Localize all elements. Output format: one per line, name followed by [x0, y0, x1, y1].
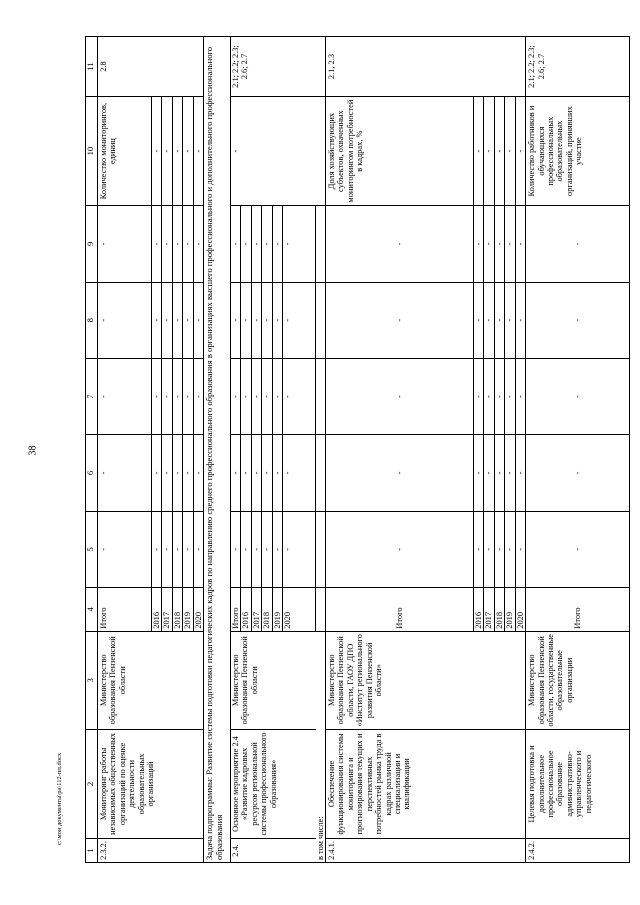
cell-value: -	[272, 511, 282, 587]
cell-value: -	[515, 282, 525, 358]
cell-value: -	[262, 435, 272, 511]
year: 2020	[515, 588, 525, 632]
cell-value: -	[172, 511, 182, 587]
cell-value: -	[474, 97, 484, 206]
cell-value: -	[262, 282, 272, 358]
cell-value: -	[183, 511, 193, 587]
cell-value: -	[183, 206, 193, 282]
cell-value: -	[193, 358, 203, 434]
cell-value: -	[172, 358, 182, 434]
cell-value: -	[283, 206, 316, 282]
cell-value: -	[231, 282, 241, 358]
cell-value: -	[241, 282, 251, 358]
cell-empty	[251, 97, 261, 206]
table-row	[326, 37, 474, 863]
cell-value: -	[272, 435, 282, 511]
cell-value: -	[505, 206, 515, 282]
reference: 2.1, 2.3	[326, 37, 526, 97]
reference: 2.1; 2.2; 2.3; 2.6; 2.7	[231, 37, 326, 97]
col-header: 4	[86, 588, 98, 632]
row-number: 2.4.2.	[526, 839, 630, 863]
cell-value: -	[283, 511, 316, 587]
cell-value: -	[162, 206, 172, 282]
cell-value: -	[505, 511, 515, 587]
cell-value: -	[484, 282, 494, 358]
cell-value: -	[283, 282, 316, 358]
cell-empty	[272, 97, 282, 206]
cell-value: -	[231, 358, 241, 434]
cell-value: -	[526, 358, 630, 434]
cell-value: -	[474, 358, 484, 434]
cell-value: -	[494, 435, 504, 511]
cell-value: -	[183, 282, 193, 358]
cell-value: -	[241, 511, 251, 587]
cell-value: -	[326, 511, 474, 587]
row-number: 2.3.2.	[98, 839, 204, 863]
cell-value: -	[474, 511, 484, 587]
measure-name: Целевая подготовка и дополнительное профессиональное образование административно-управленческого и педагогического	[526, 729, 630, 838]
col-header: 8	[86, 282, 98, 358]
cell-value: -	[494, 97, 504, 206]
total-label: Итого	[231, 588, 241, 632]
cell-value: -	[283, 435, 316, 511]
cell-value: -	[326, 206, 474, 282]
cell-value: -	[231, 511, 241, 587]
cell-value: -	[326, 282, 474, 358]
indicator: Количество работников и обучающихся профессиональных образовательных организаций, принявших участие	[526, 97, 630, 206]
cell-value: -	[98, 282, 152, 358]
indicator: Доля хозяйствующих субъектов, охваченных мониторингом потребностей в кадрах, %	[326, 97, 474, 206]
executor: Министерство образования Пензенской области	[231, 631, 316, 729]
cell-empty	[316, 282, 326, 358]
year: 2017	[251, 588, 261, 632]
col-header: 10	[86, 97, 98, 206]
total-label: Итого	[98, 588, 152, 632]
cell-empty	[241, 97, 251, 206]
cell-value: -	[272, 282, 282, 358]
cell-value: -	[183, 97, 193, 206]
cell-value: -	[494, 206, 504, 282]
cell-value: -	[272, 206, 282, 282]
col-header: 3	[86, 631, 98, 729]
cell-value: -	[515, 511, 525, 587]
measure-name: Основное мероприятие 2.4 «Развитие кадровых ресурсов региональной системы профессионального образования»	[231, 729, 316, 838]
year: 2017	[484, 588, 494, 632]
cell-value: -	[484, 511, 494, 587]
cell-value: -	[494, 358, 504, 434]
executor: Министерство образования Пензенской области, ГАОУ ДПО «Институт регионального развития Пензенской области»	[326, 631, 526, 729]
year: 2020	[193, 588, 203, 632]
cell-value: -	[241, 358, 251, 434]
cell-value: -	[272, 358, 282, 434]
cell-value: -	[251, 206, 261, 282]
cell-empty	[316, 588, 326, 632]
cell-empty	[316, 358, 326, 434]
cell-value: -	[152, 435, 162, 511]
cell-empty	[262, 97, 272, 206]
cell-value: -	[515, 358, 525, 434]
cell-value: -	[505, 97, 515, 206]
cell-value: -	[172, 435, 182, 511]
year: 2018	[172, 588, 182, 632]
cell-value: -	[231, 435, 241, 511]
cell-value: -	[494, 511, 504, 587]
year: 2018	[494, 588, 504, 632]
page-number: 38	[27, 445, 39, 456]
cell-value: -	[262, 511, 272, 587]
cell-value: -	[172, 282, 182, 358]
col-header: 11	[86, 37, 98, 97]
rotated-content	[85, 36, 593, 863]
cell-value: -	[152, 511, 162, 587]
table-row	[204, 37, 231, 863]
cell-value: -	[193, 206, 203, 282]
col-header: 6	[86, 435, 98, 511]
cell-value: -	[515, 435, 525, 511]
total-label: Итого	[326, 588, 474, 632]
cell-value: -	[193, 511, 203, 587]
cell-value: -	[474, 206, 484, 282]
reference: 2.8	[98, 37, 204, 97]
cell-value: -	[526, 282, 630, 358]
cell-value: -	[231, 206, 241, 282]
cell-value: -	[98, 511, 152, 587]
measure-name: Мониторинг работы независимых общественных организаций по оценке деятельности образовательных организаций	[98, 729, 204, 838]
cell-value: -	[98, 206, 152, 282]
footer-file-path: c:\мои документы\ра\112-пп.docx	[56, 752, 63, 845]
cell-value: -	[183, 435, 193, 511]
row-number: 2.4.	[231, 839, 316, 863]
total-label: Итого	[526, 588, 630, 632]
cell-value: -	[241, 206, 251, 282]
cell-value: -	[162, 282, 172, 358]
year: 2019	[272, 588, 282, 632]
including-label: в том числе:	[316, 631, 326, 862]
cell-value: -	[515, 206, 525, 282]
year: 2016	[152, 588, 162, 632]
cell-value: -	[172, 97, 182, 206]
cell-value: -	[162, 358, 172, 434]
cell-value: -	[98, 358, 152, 434]
executor: Министерство образования Пензенской области, государственные образовательные организации	[526, 631, 630, 729]
cell-value: -	[251, 511, 261, 587]
cell-value: -	[152, 97, 162, 206]
col-header: 7	[86, 358, 98, 434]
col-header: 1	[86, 839, 98, 863]
table-row	[231, 37, 241, 863]
reference: 2.1; 2.2; 2.3; 2.6; 2.7	[526, 37, 630, 97]
cell-value: -	[515, 97, 525, 206]
cell-value: -	[193, 97, 203, 206]
header-row	[86, 37, 98, 863]
cell-value: -	[251, 282, 261, 358]
cell-value: -	[183, 358, 193, 434]
cell-value: -	[231, 97, 241, 206]
year: 2016	[241, 588, 251, 632]
row-number: 2.4.1.	[326, 839, 526, 863]
cell-value: -	[241, 435, 251, 511]
cell-value: -	[193, 282, 203, 358]
executor: Министерство образования Пензенской области	[98, 631, 204, 729]
table-row	[316, 37, 326, 863]
cell-value: -	[505, 435, 515, 511]
rotated-sheet	[85, 36, 593, 863]
cell-value: -	[152, 282, 162, 358]
col-header: 9	[86, 206, 98, 282]
cell-value: -	[326, 358, 474, 434]
cell-value: -	[484, 435, 494, 511]
cell-empty	[316, 511, 326, 587]
cell-value: -	[326, 435, 474, 511]
cell-value: -	[526, 206, 630, 282]
program-table	[85, 36, 630, 863]
cell-value: -	[526, 511, 630, 587]
cell-value: -	[505, 358, 515, 434]
cell-value: -	[251, 358, 261, 434]
cell-value: -	[172, 206, 182, 282]
cell-value: -	[484, 206, 494, 282]
cell-value: -	[494, 282, 504, 358]
cell-value: -	[162, 97, 172, 206]
cell-value: -	[474, 282, 484, 358]
cell-empty	[316, 97, 326, 206]
cell-value: -	[283, 358, 316, 434]
cell-value: -	[152, 358, 162, 434]
cell-value: -	[251, 435, 261, 511]
cell-value: -	[162, 511, 172, 587]
cell-value: -	[98, 435, 152, 511]
cell-empty	[316, 435, 326, 511]
cell-value: -	[193, 435, 203, 511]
cell-value: -	[526, 435, 630, 511]
year: 2019	[505, 588, 515, 632]
year: 2020	[283, 588, 316, 632]
year: 2016	[474, 588, 484, 632]
col-header: 5	[86, 511, 98, 587]
table-row	[526, 37, 630, 863]
col-header: 2	[86, 729, 98, 838]
cell-empty	[316, 206, 326, 282]
cell-value: -	[162, 435, 172, 511]
indicator: Количество мониторингов, единиц	[98, 97, 152, 206]
task-text: Задача подпрограммы: Развитие системы подготовки педагогических кадров по направлению среднего профессионального образования в организациях высшего профессионального и дополнительного профессионального образования	[204, 37, 231, 863]
cell-value: -	[152, 206, 162, 282]
cell-empty	[283, 97, 316, 206]
cell-value: -	[505, 282, 515, 358]
year: 2019	[183, 588, 193, 632]
cell-value: -	[484, 97, 494, 206]
cell-value: -	[262, 206, 272, 282]
cell-value: -	[484, 358, 494, 434]
cell-value: -	[262, 358, 272, 434]
year: 2018	[262, 588, 272, 632]
measure-name: Обеспечение функционирования системы мониторинга и прогнозирования текущих и перспективных потребностей рынка труда в кадрах различной специализации и квалификации	[326, 729, 526, 838]
cell-value: -	[474, 435, 484, 511]
table-row	[98, 37, 152, 863]
year: 2017	[162, 588, 172, 632]
